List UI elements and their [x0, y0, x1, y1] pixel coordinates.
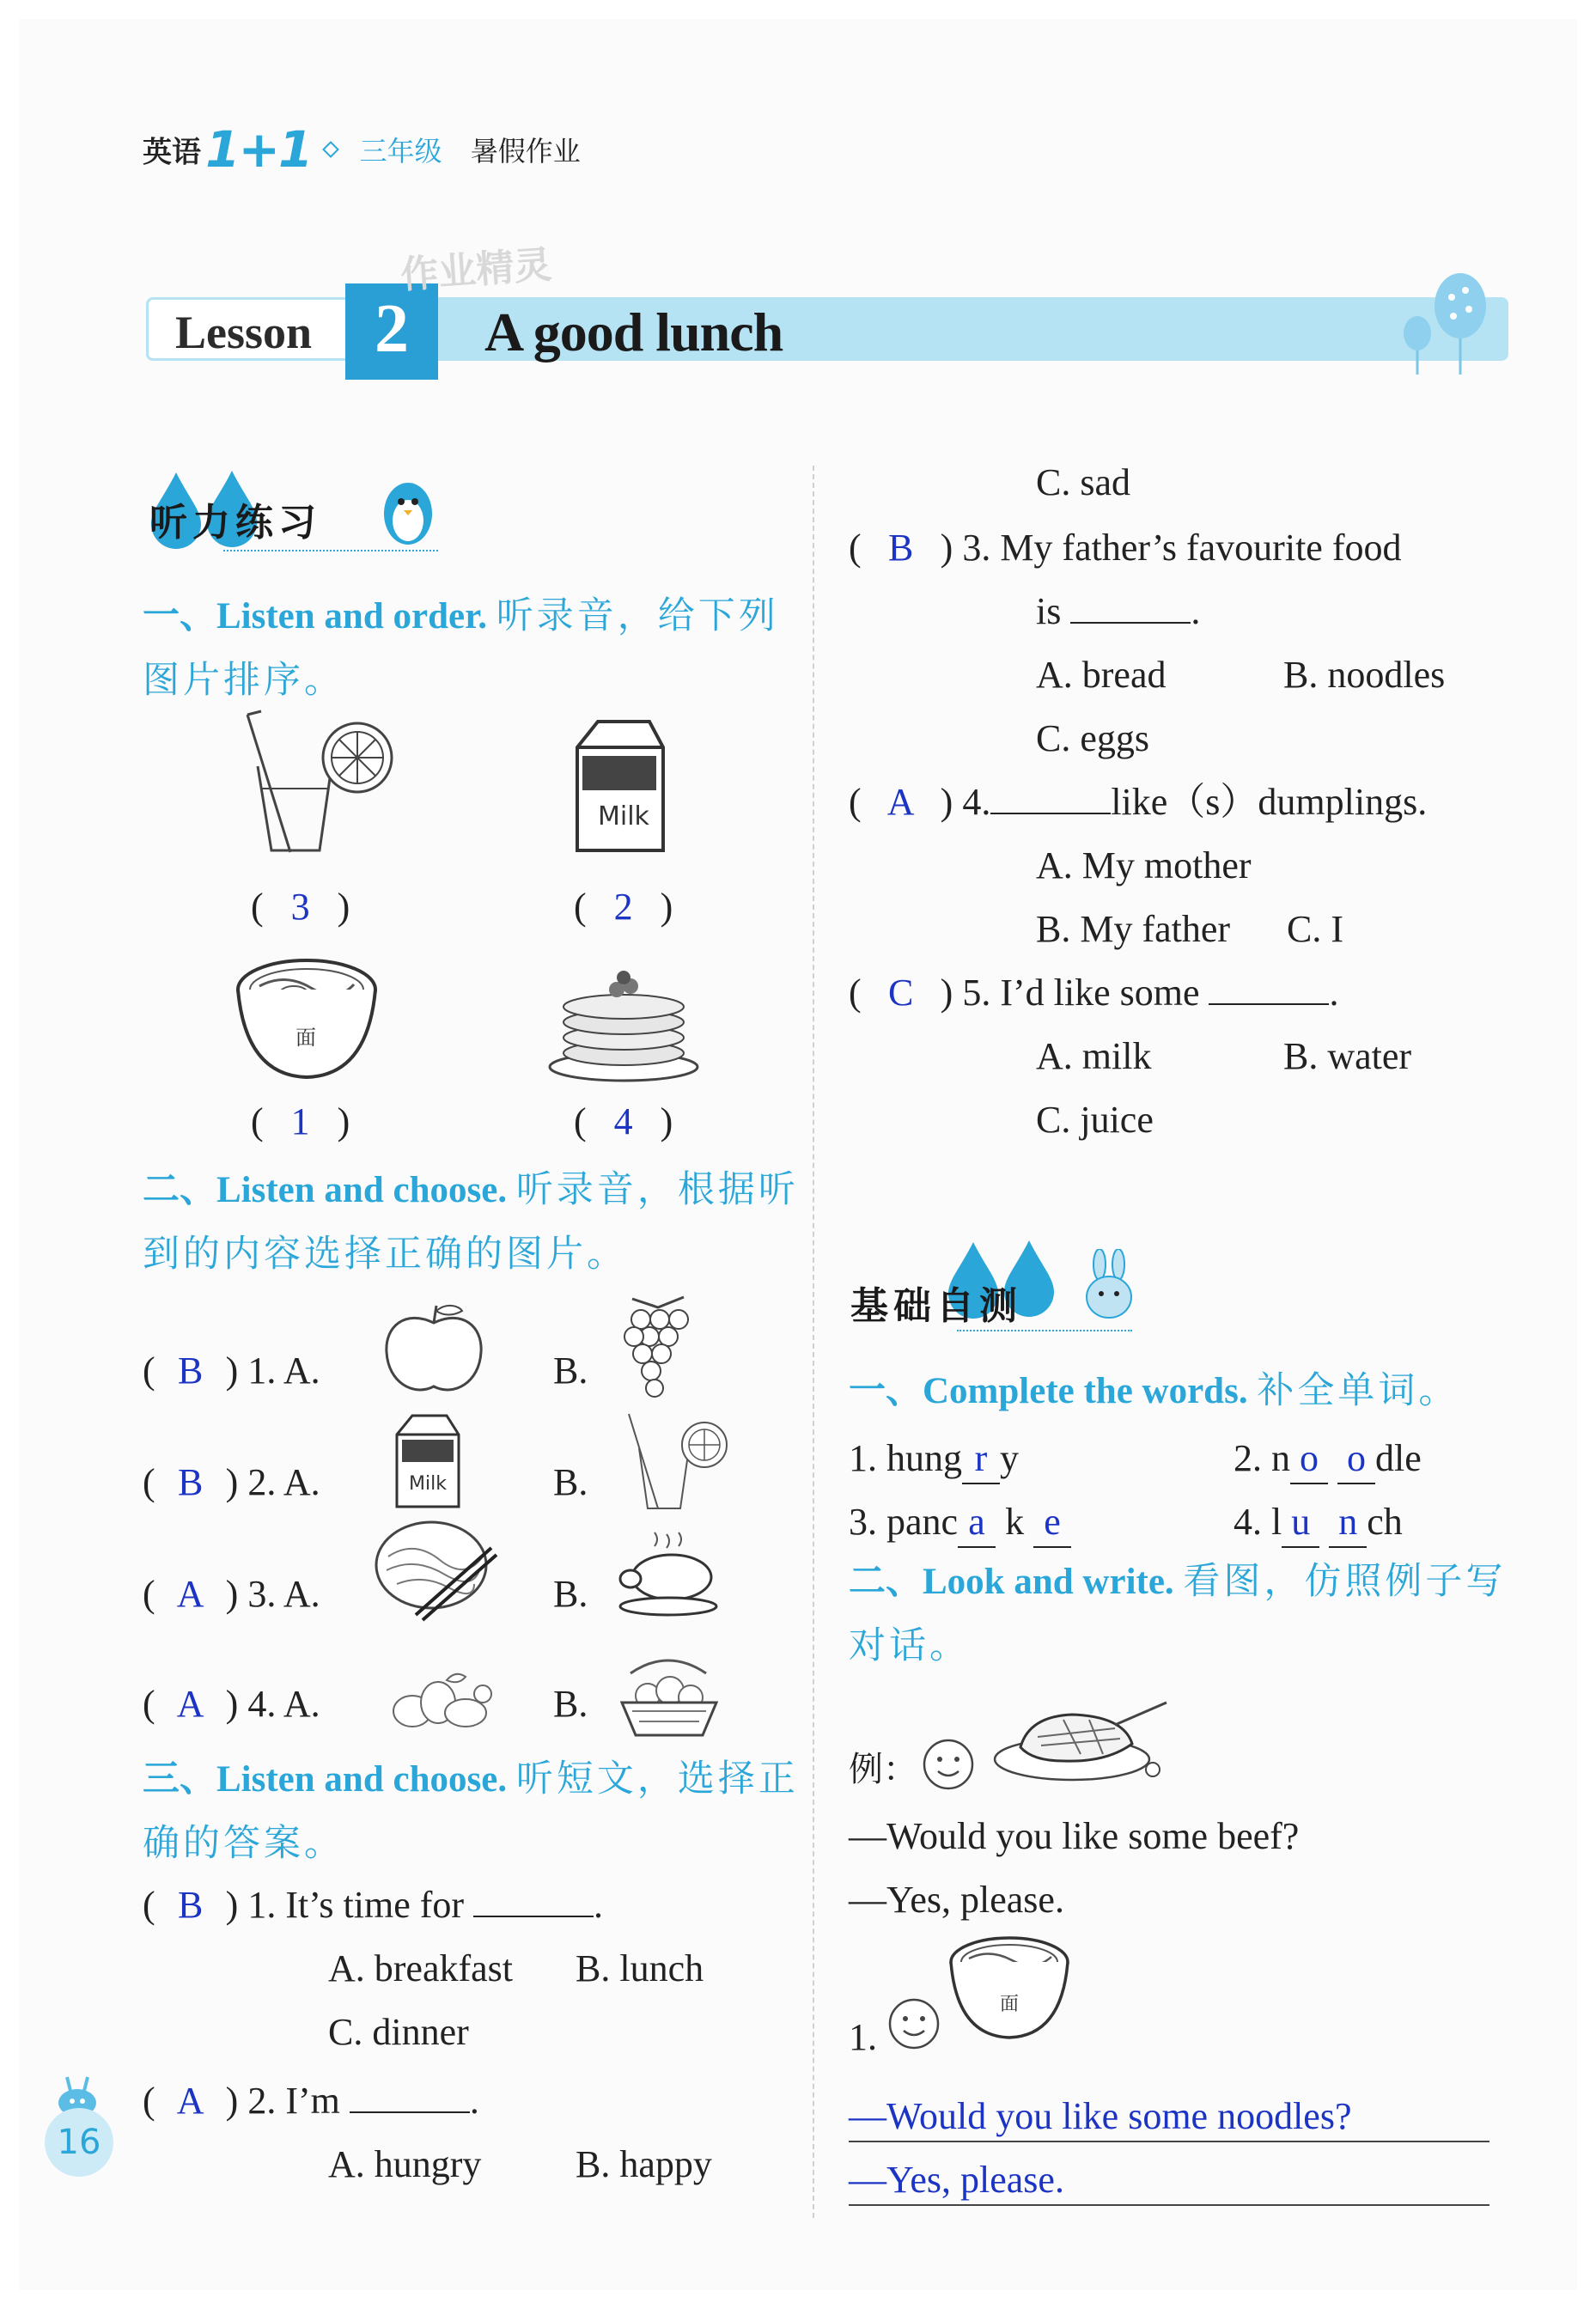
listen-order-title-zh: 听录音，给下列图片排序。 — [143, 594, 779, 702]
q2-option-a: A. hungry — [328, 2143, 482, 2185]
choose-row-4: ( A ) 4. A. B. — [143, 1680, 795, 1728]
milk-carton-icon — [390, 1410, 466, 1512]
word-4 — [1234, 1498, 1403, 1548]
order-answer-3: ( 1 ) — [251, 1100, 350, 1142]
choose-row-4-num: 4. A. — [247, 1683, 320, 1725]
svg-text:Milk: Milk — [409, 1473, 447, 1495]
page-number — [45, 2108, 113, 2177]
juice-glass-icon — [620, 1410, 732, 1514]
word-3-fill-1: a — [958, 1498, 996, 1548]
answer-line-2 — [849, 2204, 1489, 2206]
choose-row-1-b: B. — [553, 1349, 588, 1392]
roast-chicken-icon — [612, 1524, 723, 1618]
grapes-icon — [615, 1290, 701, 1402]
header-subject: 英语 — [143, 135, 201, 170]
q4-num: 4. — [962, 781, 991, 823]
choose-row-4-b: B. — [553, 1683, 588, 1725]
q2-option-b: B. happy — [576, 2143, 712, 2185]
q3-row-cont: is . — [1036, 588, 1200, 636]
complete-words-title-zh: 补全单词。 — [1257, 1369, 1459, 1412]
apple-icon — [380, 1301, 488, 1398]
smiley-icon — [921, 1737, 976, 1792]
example-answer: —Yes, please. — [849, 1879, 1064, 1921]
order-answer-4: ( 4 ) — [574, 1100, 673, 1142]
watermark: 作业精灵 — [399, 242, 553, 298]
choose-row-2-num: 2. A. — [247, 1461, 320, 1503]
choose-row-3-answer: A — [176, 1573, 204, 1615]
q1-option-a: A. breakfast — [328, 1947, 514, 1989]
tree-icon — [1383, 271, 1495, 383]
q4-row: ( A ) 4. like（s）dumplings. — [849, 778, 1427, 826]
juice-glass-icon — [230, 706, 402, 861]
word-2 — [1234, 1435, 1422, 1484]
order-answer-2: ( 2 ) — [574, 886, 673, 928]
word-2-post: dle — [1375, 1437, 1422, 1479]
basics-heading-text: 基础自测 — [850, 1284, 1022, 1328]
q3-option-a: A. bread — [1036, 654, 1167, 696]
choose-row-3-b: B. — [553, 1573, 588, 1615]
order-answer-2-value: 2 — [613, 886, 633, 928]
q5-option-c: C. juice — [1036, 1099, 1154, 1141]
listening-heading — [146, 466, 455, 551]
noodles-chopsticks-icon — [371, 1514, 500, 1625]
order-answer-4-value: 4 — [613, 1100, 633, 1142]
choose-row-3: ( A ) 3. A. B. — [143, 1570, 795, 1618]
look-write-title — [849, 1550, 1527, 1678]
q1-stem: 1. It’s time for — [247, 1884, 465, 1926]
listen-order-title — [143, 584, 813, 713]
choose-row-2-b: B. — [553, 1461, 588, 1503]
q3-option-c: C. eggs — [1036, 717, 1149, 759]
header-series: 暑假作业 — [470, 135, 581, 168]
q1-option-b: B. lunch — [576, 1947, 704, 1989]
order-answer-3-value: 1 — [290, 1100, 310, 1142]
q5-option-a: A. milk — [1036, 1035, 1152, 1077]
q5-stem: 5. I’d like some — [962, 972, 1200, 1014]
choose-row-3-num: 3. A. — [247, 1573, 320, 1615]
rabbit-icon — [1081, 1249, 1137, 1321]
header — [143, 120, 581, 179]
lesson-banner — [146, 242, 1508, 369]
word-1-post: y — [1000, 1437, 1019, 1479]
q1-row: ( B ) 1. It’s time for . — [143, 1881, 603, 1929]
noodle-bowl-icon — [947, 1933, 1072, 2044]
q1-answer: B — [177, 1884, 204, 1926]
q2-row: ( A ) 2. I’m . — [143, 2077, 479, 2125]
column-divider — [813, 466, 814, 2218]
listening-heading-text: 听力练习 — [149, 501, 321, 545]
listen-choose-title-en: 二、Listen and choose. — [143, 1170, 508, 1210]
part3-title-zh: 听短文，选择正确的答案。 — [143, 1758, 799, 1865]
q2-stem: 2. I’m — [247, 2080, 340, 2122]
noodle-bowl-icon — [234, 955, 380, 1084]
q4-stem: like（s）dumplings. — [1111, 781, 1428, 823]
word-3 — [849, 1498, 1071, 1548]
choose-row-4-answer: A — [176, 1683, 204, 1725]
q4-answer: A — [886, 781, 915, 823]
bowl-char: 面 — [295, 1026, 316, 1050]
order-answer-1-value: 3 — [290, 886, 310, 928]
word-3-pre: 3. panc — [849, 1501, 959, 1543]
smiley-icon — [886, 1996, 941, 2051]
svg-text:Milk: Milk — [598, 801, 649, 832]
word-3-mid: k — [1005, 1501, 1025, 1543]
word-4-fill-1: u — [1282, 1498, 1319, 1548]
order-answer-1: ( 3 ) — [251, 886, 350, 928]
penguin-icon — [378, 472, 438, 550]
lesson-number: 2 — [375, 291, 409, 367]
q3-stem-2: is — [1036, 590, 1062, 632]
listen-choose-answer-title — [143, 1747, 813, 1876]
word-4-pre: 4. l — [1234, 1501, 1282, 1543]
answer-reply: —Yes, please. — [849, 2159, 1064, 2201]
lesson-label: Lesson — [175, 307, 313, 358]
choose-row-1: ( B ) 1. A. B. — [143, 1347, 795, 1395]
word-2-fill-1: o — [1290, 1435, 1328, 1484]
word-1-pre: 1. hung — [849, 1437, 962, 1479]
q4-option-a: A. My mother — [1036, 844, 1252, 886]
choose-row-1-answer: B — [177, 1349, 204, 1392]
q5-row: ( C ) 5. I’d like some . — [849, 969, 1338, 1017]
item-1-num: 1. — [849, 2016, 877, 2058]
basics-heading — [849, 1239, 1158, 1333]
bowl-char: 面 — [1000, 1994, 1020, 2015]
part3-title-en: 三、Listen and choose. — [143, 1759, 508, 1800]
word-1-fill-1: r — [962, 1435, 1000, 1484]
word-1 — [849, 1435, 1019, 1484]
word-2-pre: 2. n — [1234, 1437, 1290, 1479]
page — [19, 19, 1577, 2290]
pancakes-icon — [548, 964, 699, 1084]
vegetables-icon — [387, 1668, 496, 1737]
complete-words-title-en: 一、Complete the words. — [849, 1371, 1248, 1411]
example-question: —Would you like some beef? — [849, 1815, 1300, 1857]
choose-row-2: ( B ) 2. A. B. — [143, 1459, 795, 1507]
answer-line-1 — [849, 2141, 1489, 2142]
look-write-title-zh: 看图，仿照例子写对话。 — [849, 1560, 1507, 1667]
choose-row-2-answer: B — [177, 1461, 204, 1503]
choose-row-1-num: 1. A. — [247, 1349, 320, 1392]
look-write-title-en: 二、Look and write. — [849, 1562, 1174, 1602]
lesson-title: A good lunch — [484, 302, 783, 362]
q4-option-b: B. My father — [1036, 908, 1231, 950]
listen-choose-title-zh: 听录音，根据听到的内容选择正确的图片。 — [143, 1168, 799, 1276]
answer-question: —Would you like some noodles? — [849, 2095, 1352, 2137]
q1-option-c: C. dinner — [328, 2011, 469, 2053]
word-3-fill-2: e — [1033, 1498, 1071, 1548]
q5-answer: C — [887, 972, 914, 1014]
q3-row: ( B ) 3. My father’s favourite food — [849, 524, 1401, 572]
word-4-fill-2: n — [1329, 1498, 1367, 1548]
complete-words-title — [849, 1359, 1536, 1423]
fruit-basket-icon — [613, 1656, 725, 1739]
header-brand: 1+1 — [205, 120, 312, 179]
listen-order-title-en: 一、Listen and order. — [143, 596, 487, 637]
q2-option-c: C. sad — [1036, 461, 1130, 503]
beef-steak-icon — [986, 1694, 1175, 1788]
q2-answer: A — [176, 2080, 204, 2122]
word-4-post: ch — [1367, 1501, 1403, 1543]
q3-answer: B — [887, 527, 914, 569]
listen-choose-title — [143, 1158, 813, 1287]
q3-option-b: B. noodles — [1283, 654, 1446, 696]
q3-stem: 3. My father’s favourite food — [962, 527, 1402, 569]
word-2-fill-2: o — [1337, 1435, 1375, 1484]
example-label: 例： — [849, 1750, 917, 1789]
diamond-icon — [322, 141, 339, 158]
q4-option-c: C. I — [1287, 908, 1343, 950]
milk-carton-icon — [563, 713, 675, 859]
q5-option-b: B. water — [1283, 1035, 1412, 1077]
page-number-text: 16 — [57, 2123, 101, 2162]
header-grade: 三年级 — [359, 135, 442, 168]
